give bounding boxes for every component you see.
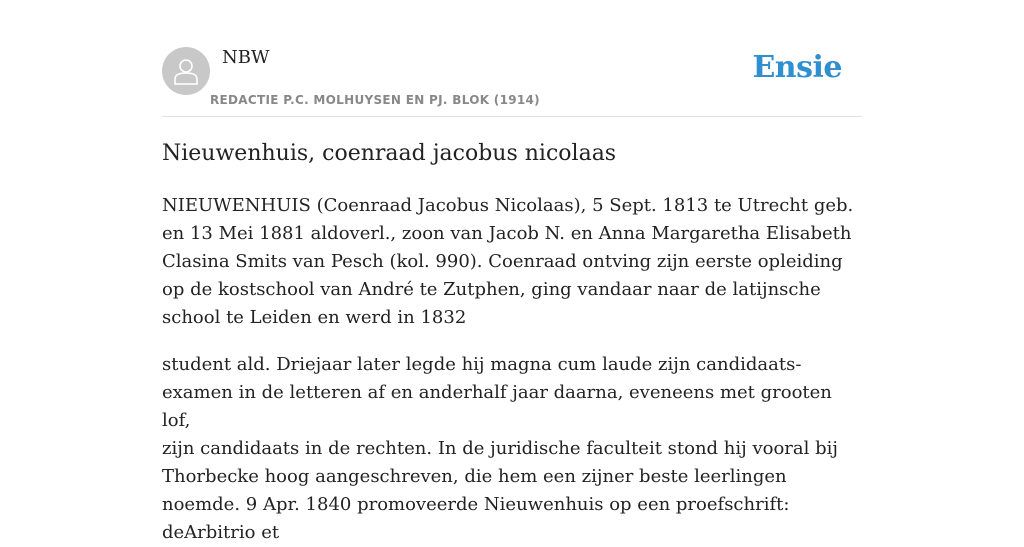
article-paragraph: student ald. Driejaar later legde hij magna cum laude zijn candidaats-examen in de letteren af en anderhalf jaar daarna, eveneens met grooten lof, (162, 354, 832, 431)
page (162, 0, 862, 543)
brand-logo[interactable]: Ensie (752, 50, 842, 85)
author-name[interactable]: NBW (222, 47, 270, 68)
article-header (162, 0, 862, 117)
author-subtitle: REDACTIE P.C. MOLHUYSEN EN PJ. BLOK (1914) (210, 93, 540, 107)
article-paragraph: NIEUWENHUIS (Coenraad Jacobus Nicolaas), 5 Sept. 1813 te Utrecht geb. en 13 Mei 1881 aldoverl., zoon van Jacob N. en Anna Margaretha Elisabeth Clasina Smits van Pesch (kol. 990). Coenraad ontving zijn eerste opleiding op de kostschool van André te Zutphen, ging vandaar naar de latijnsche school te Leiden en werd in 1832 (162, 195, 854, 328)
avatar[interactable] (162, 47, 210, 95)
article-paragraph: zijn candidaats in de rechten. In de juridische faculteit stond hij vooral bij Thorbecke hoog aangeschreven, die hem een zijner beste leerlingen noemde. 9 Apr. 1840 promoveerde Nieuwenhuis op een proefschrift: deArbitrio et (162, 438, 838, 543)
article-title: Nieuwenhuis, coenraad jacobus nicolaas (162, 141, 617, 166)
user-icon (173, 57, 199, 85)
